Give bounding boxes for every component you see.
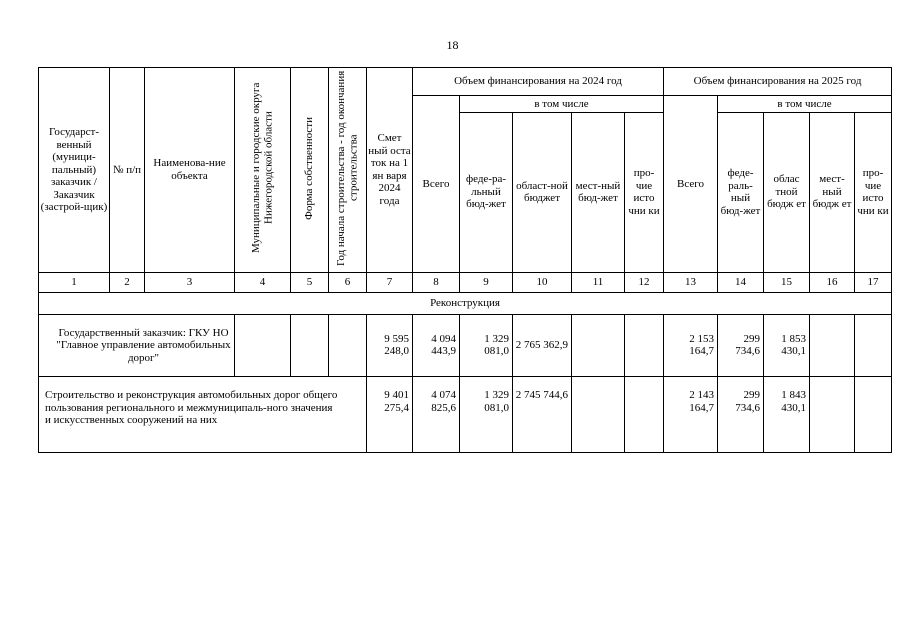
col-number: 14 (718, 272, 764, 292)
row-local-2025 (810, 314, 855, 377)
header-num: № п/п (110, 68, 145, 273)
row-label-text: Государственный заказчик: ГКУ НО "Главное управление автомобильных дорог" (56, 326, 231, 364)
row-label (39, 314, 235, 377)
row-label (39, 377, 367, 453)
header-total-2024: Всего (413, 96, 460, 273)
financing-table (38, 67, 892, 453)
row-total-2024: 4 094 443,9 (413, 314, 460, 377)
row-ownership (291, 314, 329, 377)
row-local-2025 (810, 377, 855, 453)
row-local-2024 (572, 377, 625, 453)
header-name: Наименова-ние объекта (145, 68, 235, 273)
header-federal-2024: феде-ра-льный бюд-жет (460, 112, 513, 272)
col-number: 13 (664, 272, 718, 292)
section-title: Реконструкция (39, 292, 892, 314)
table-row (39, 314, 892, 377)
col-number: 10 (513, 272, 572, 292)
page-number: 18 (446, 38, 459, 52)
row-federal-2025: 299 734,6 (718, 314, 764, 377)
header-total-2025: Всего (664, 96, 718, 273)
col-number: 2 (110, 272, 145, 292)
row-years (329, 314, 367, 377)
column-numbers-row (39, 272, 892, 292)
col-number: 17 (855, 272, 892, 292)
header-remainder: Смет ный оста ток на 1 ян варя 2024 года (367, 68, 413, 273)
col-number: 15 (764, 272, 810, 292)
row-total-2025: 2 143 164,7 (664, 377, 718, 453)
row-other-2024 (625, 377, 664, 453)
row-federal-2025: 299 734,6 (718, 377, 764, 453)
header-regional-2025: облас тной бюдж ет (764, 112, 810, 272)
col-number: 11 (572, 272, 625, 292)
row-federal-2024: 1 329 081,0 (460, 377, 513, 453)
col-number: 9 (460, 272, 513, 292)
col-number: 7 (367, 272, 413, 292)
row-local-2024 (572, 314, 625, 377)
col-number: 6 (329, 272, 367, 292)
header-ownership (291, 68, 329, 273)
header-municipality-text: Муниципальные и городские округа Нижегородской области (250, 82, 275, 254)
header-years-text: Год начала строительства - год окончания строительства (335, 70, 360, 266)
row-regional-2024: 2 745 744,6 (513, 377, 572, 453)
header-fin-2025: Объем финансирования на 2025 год (664, 68, 892, 96)
header-ownership-text: Форма собственности (303, 116, 316, 220)
header-years (329, 68, 367, 273)
col-number: 8 (413, 272, 460, 292)
header-customer: Государст-венный (муници-пальный) заказчик / Заказчик (застрой-щик) (39, 68, 110, 273)
header-federal-2025: феде-раль-ный бюд-жет (718, 112, 764, 272)
header-including-2024: в том числе (460, 96, 664, 113)
header-local-2024: мест-ный бюд-жет (572, 112, 625, 272)
header-including-2025: в том числе (718, 96, 892, 113)
row-regional-2025: 1 843 430,1 (764, 377, 810, 453)
row-other-2024 (625, 314, 664, 377)
col-number: 16 (810, 272, 855, 292)
header-fin-2024: Объем финансирования на 2024 год (413, 68, 664, 96)
row-regional-2024: 2 765 362,9 (513, 314, 572, 377)
row-regional-2025: 1 853 430,1 (764, 314, 810, 377)
header-other-2024: про-чие исто чни ки (625, 112, 664, 272)
col-number: 4 (235, 272, 291, 292)
row-label-text: Строительство и реконструкция автомобильных дорог общего пользования регионального и межмуниципаль-ного значения и искусственных сооружений на них (45, 389, 338, 426)
row-remainder: 9 401 275,4 (367, 377, 413, 453)
col-number: 3 (145, 272, 235, 292)
header-municipality (235, 68, 291, 273)
table-row (39, 377, 892, 453)
col-number: 1 (39, 272, 110, 292)
col-number: 5 (291, 272, 329, 292)
col-number: 12 (625, 272, 664, 292)
header-other-2025: про-чие исто чни ки (855, 112, 892, 272)
row-total-2025: 2 153 164,7 (664, 314, 718, 377)
row-remainder: 9 595 248,0 (367, 314, 413, 377)
row-other-2025 (855, 377, 892, 453)
row-federal-2024: 1 329 081,0 (460, 314, 513, 377)
header-local-2025: мест-ный бюдж ет (810, 112, 855, 272)
row-other-2025 (855, 314, 892, 377)
row-municipality (235, 314, 291, 377)
row-total-2024: 4 074 825,6 (413, 377, 460, 453)
header-regional-2024: област-ной бюджет (513, 112, 572, 272)
